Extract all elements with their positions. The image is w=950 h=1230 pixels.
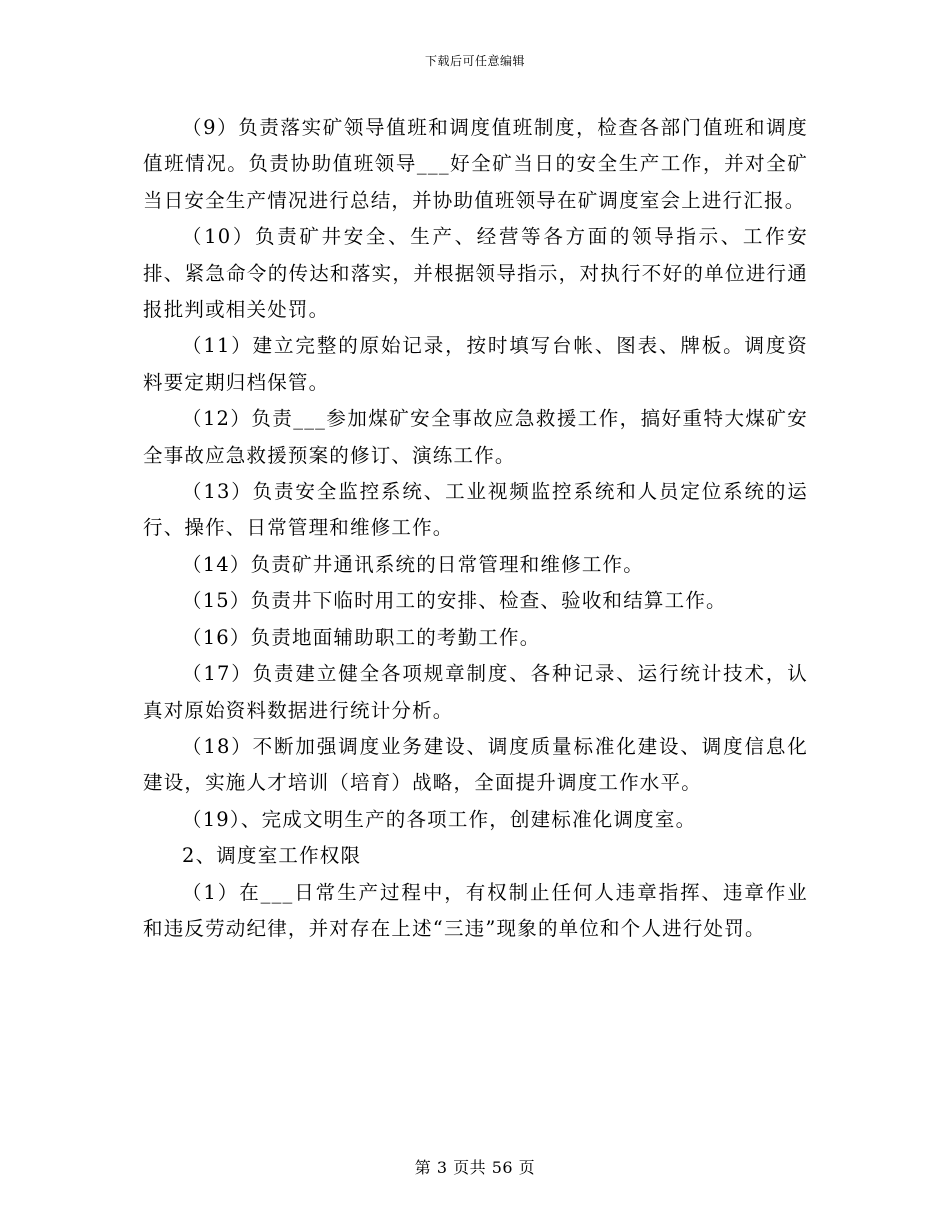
paragraph-14: （14）负责矿井通讯系统的日常管理和维修工作。 <box>182 552 644 576</box>
paragraph-18: （18）不断加强调度业务建设、调度质量标准化建设、调度信息化建设，实施人才培训（培育）战略，全面提升调度工作水平。 <box>143 734 808 795</box>
paragraph-12: （12）负责___参加煤矿安全事故应急救援工作，搞好重特大煤矿安全事故应急救援预案的修订、演练工作。 <box>143 407 808 467</box>
paragraph-17: （17）负责建立健全各项规章制度、各种记录、运行统计技术，认真对原始资料数据进行统计分析。 <box>143 662 808 722</box>
document-body <box>143 110 808 947</box>
page-footer: 第 3 页共 56 页 <box>414 1158 536 1177</box>
paragraph-19: （19）、完成文明生产的各项工作，创建标准化调度室。 <box>182 807 697 831</box>
page-header: 下载后可任意编辑 <box>424 54 525 68</box>
paragraph-10: （10）负责矿井安全、生产、经营等各方面的领导指示、工作安排、紧急命令的传达和落实，并根据领导指示，对执行不好的单位进行通报批判或相关处罚。 <box>143 225 808 322</box>
paragraph-11: （11）建立完整的原始记录，按时填写台帐、图表、牌板。调度资料要定期归档保管。 <box>143 334 808 394</box>
paragraph-2-1: （1）在___日常生产过程中，有权制止任何人违章指挥、违章作业和违反劳动纪律，并对存在上述“三违”现象的单位和个人进行处罚。 <box>143 880 808 940</box>
section-heading-2: 2、调度室工作权限 <box>182 844 362 868</box>
paragraph-15: （15）负责井下临时用工的安排、检查、验收和结算工作。 <box>182 589 727 613</box>
paragraph-13: （13）负责安全监控系统、工业视频监控系统和人员定位系统的运行、操作、日常管理和维修工作。 <box>143 480 808 540</box>
paragraph-16: （16）负责地面辅助职工的考勤工作。 <box>182 625 541 649</box>
paragraph-9: （9）负责落实矿领导值班和调度值班制度，检查各部门值班和调度值班情况。负责协助值班领导___好全矿当日的安全生产工作，并对全矿当日安全生产情况进行总结，并协助值班领导在矿调度室会上进行汇报。 <box>143 116 808 212</box>
